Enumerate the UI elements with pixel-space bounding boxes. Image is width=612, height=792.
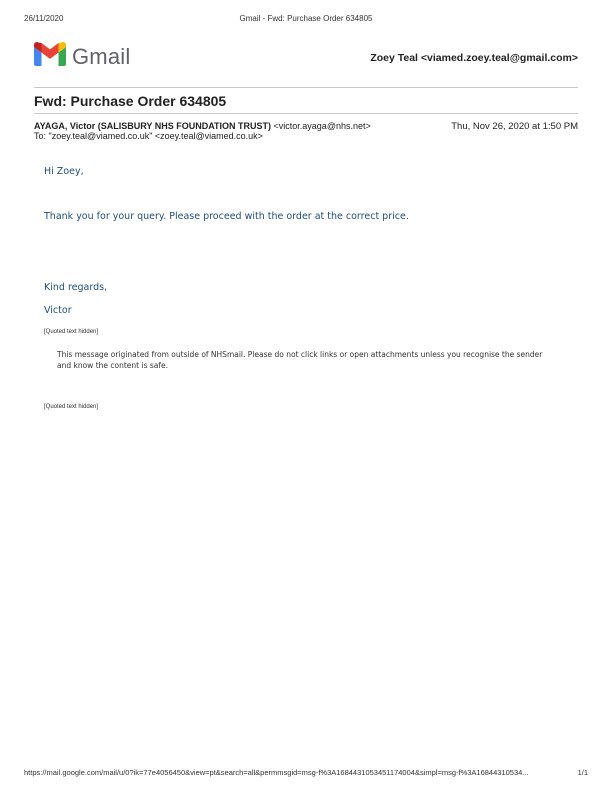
account-label: Zoey Teal <viamed.zoey.teal@gmail.com>	[370, 52, 578, 64]
quoted-text-hidden[interactable]: [Quoted text hidden]	[44, 329, 99, 335]
email-signature: Victor	[44, 305, 72, 316]
divider	[34, 113, 578, 114]
external-notice: This message originated from outside of NHSmail. Please do not click links or open attachments unless you recognise the sender and know the content is safe.	[57, 350, 543, 370]
gmail-m-icon	[34, 42, 66, 66]
print-title: Gmail - Fwd: Purchase Order 634805	[239, 14, 373, 23]
page-number: 1/1	[577, 768, 588, 777]
gmail-wordmark: Gmail	[72, 44, 131, 69]
recipient-line: To: "zoey.teal@viamed.co.uk" <zoey.teal@viamed.co.uk>	[34, 131, 263, 141]
sender-address[interactable]: <victor.ayaga@nhs.net>	[271, 121, 371, 131]
email-date: Thu, Nov 26, 2020 at 1:50 PM	[451, 121, 578, 132]
print-url: https://mail.google.com/mail/u/0?ik=77e4056450&view=pt&search=all&permmsgid=msg-f%3A1684431053451174004&simpl=msg-f%3A16844310534...	[24, 768, 529, 777]
sender-name: AYAGA, Victor (SALISBURY NHS FOUNDATION TRUST)	[34, 121, 272, 131]
email-subject: Fwd: Purchase Order 634805	[34, 93, 227, 109]
email-greeting: Hi Zoey,	[44, 166, 84, 177]
divider	[34, 87, 578, 88]
print-date: 26/11/2020	[24, 14, 64, 23]
quoted-text-hidden[interactable]: [Quoted text hidden]	[44, 404, 99, 410]
gmail-logo	[34, 42, 164, 72]
email-body: Thank you for your query. Please proceed with the order at the correct price.	[44, 211, 409, 222]
sender-line	[34, 121, 371, 131]
email-closing: Kind regards,	[44, 282, 108, 293]
